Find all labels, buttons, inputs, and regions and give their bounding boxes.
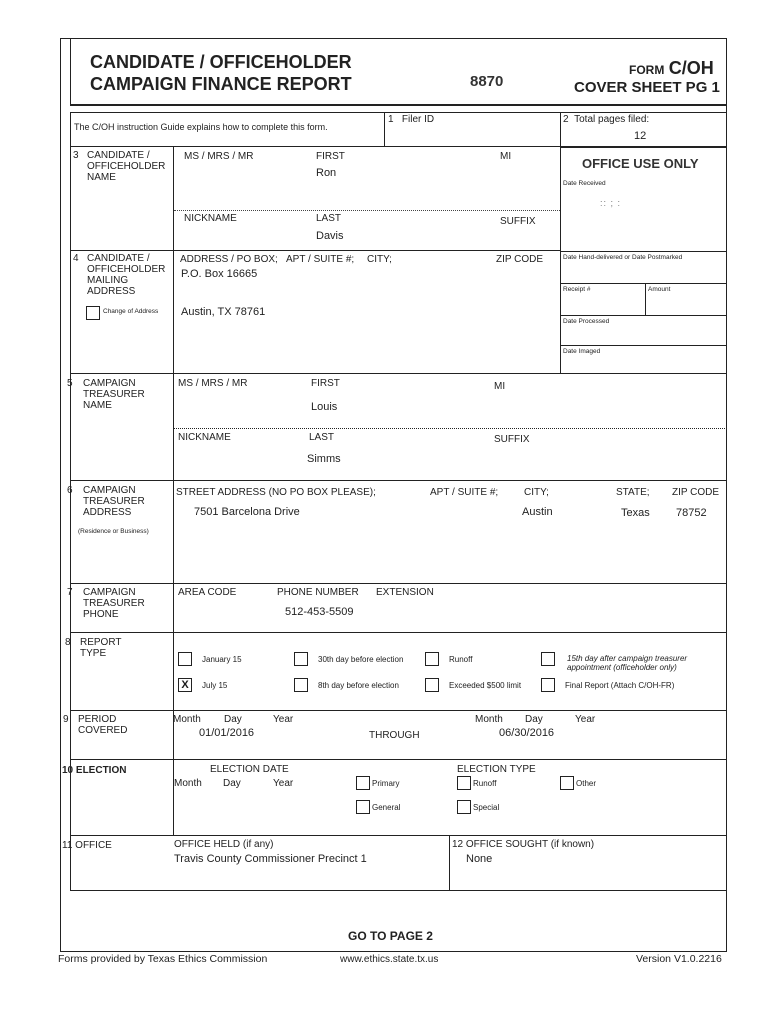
section5-prefix-label: MS / MRS / MR <box>178 378 248 389</box>
section6-street-label: STREET ADDRESS (NO PO BOX PLEASE); <box>176 487 376 498</box>
section3-prefix-label: MS / MRS / MR <box>184 151 254 162</box>
section5-label: CAMPAIGN TREASURER NAME <box>83 378 145 411</box>
period-from-day-label: Day <box>224 714 242 725</box>
section4-label: CANDIDATE / OFFICEHOLDER MAILING ADDRESS <box>87 253 166 297</box>
period-from-year-label: Year <box>273 714 294 725</box>
section4-number: 4 <box>73 253 79 264</box>
report-type-runoff-checkbox[interactable] <box>425 652 439 666</box>
treasurer-zip[interactable]: 78752 <box>676 507 707 519</box>
election-type-other-label: Other <box>576 779 597 788</box>
election-type-general-label: General <box>372 803 401 812</box>
section10-label: 10 ELECTION <box>62 765 127 776</box>
report-type-8th-day-label: 8th day before election <box>318 681 399 690</box>
section7-ext-label: EXTENSION <box>376 587 434 598</box>
mailing-address-line2[interactable]: Austin, TX 78761 <box>181 306 266 318</box>
period-to-date[interactable]: 06/30/2016 <box>499 727 555 739</box>
change-of-address-checkbox[interactable] <box>86 306 100 320</box>
date-received-label: Date Received <box>563 180 606 187</box>
office-held-label: OFFICE HELD (if any) <box>174 839 274 850</box>
section5-number: 5 <box>67 378 73 389</box>
section8-number: 8 <box>65 637 71 648</box>
total-pages-value[interactable]: 12 <box>634 130 647 142</box>
section11-label: 11 OFFICE <box>62 840 112 851</box>
candidate-first-name[interactable]: Ron <box>316 167 337 179</box>
election-type-runoff-label: Runoff <box>473 779 497 788</box>
section6-sub-label: (Residence or Business) <box>78 528 149 535</box>
office-use-title: OFFICE USE ONLY <box>582 156 699 171</box>
section3-suffix-label: SUFFIX <box>500 216 536 227</box>
election-type-special-label: Special <box>473 803 500 812</box>
report-type-runoff-label: Runoff <box>449 655 473 664</box>
report-type-30th-day-checkbox[interactable] <box>294 652 308 666</box>
section6-label: CAMPAIGN TREASURER ADDRESS <box>83 485 145 518</box>
election-date-label: ELECTION DATE <box>210 764 289 775</box>
election-day-label: Day <box>223 778 241 789</box>
report-type-january-15-label: January 15 <box>202 655 242 664</box>
report-type-30th-day-label: 30th day before election <box>318 655 404 664</box>
report-type-final-checkbox[interactable] <box>541 678 555 692</box>
period-to-day-label: Day <box>525 714 543 725</box>
section7-phone-label: PHONE NUMBER <box>277 587 359 598</box>
election-year-label: Year <box>273 778 294 789</box>
report-type-july-15-label: July 15 <box>202 681 228 690</box>
election-type-general-checkbox[interactable] <box>356 800 370 814</box>
period-from-date[interactable]: 01/01/2016 <box>199 727 255 739</box>
section7-area-label: AREA CODE <box>178 587 237 598</box>
section9-label: PERIOD COVERED <box>78 714 128 736</box>
filer-id-field[interactable] <box>394 126 554 142</box>
go-to-page-2: GO TO PAGE 2 <box>348 929 433 943</box>
date-imaged-label: Date Imaged <box>563 348 601 355</box>
section3-mi-label: MI <box>500 151 512 162</box>
receipt-label: Receipt # <box>563 286 591 293</box>
candidate-last-name[interactable]: Davis <box>316 230 344 242</box>
office-held-value[interactable]: Travis County Commissioner Precinct 1 <box>174 853 367 865</box>
report-type-july-15-checkbox[interactable]: X <box>178 678 192 692</box>
treasurer-last-name[interactable]: Simms <box>307 453 341 465</box>
election-month-label: Month <box>174 778 202 789</box>
section5-first-label: FIRST <box>311 378 340 389</box>
change-of-address-label: Change of Address <box>103 308 159 315</box>
report-type-final-label: Final Report (Attach C/OH-FR) <box>565 681 675 690</box>
document-number: 8870 <box>470 73 504 90</box>
section7-label: CAMPAIGN TREASURER PHONE <box>83 587 145 620</box>
date-processed-label: Date Processed <box>563 318 610 325</box>
section9-number: 9 <box>63 714 69 725</box>
election-type-runoff-checkbox[interactable] <box>457 776 471 790</box>
treasurer-state[interactable]: Texas <box>621 507 650 519</box>
section4-city-label: CITY; <box>367 254 392 265</box>
amount-label: Amount <box>648 286 671 293</box>
section5-nickname-label: NICKNAME <box>178 432 231 443</box>
section7-number: 7 <box>67 587 73 598</box>
form-code-value: C/OH <box>668 58 714 78</box>
treasurer-city[interactable]: Austin <box>522 506 553 518</box>
office-sought-label: 12 OFFICE SOUGHT (if known) <box>452 839 595 850</box>
instructions-text: The C/OH instruction Guide explains how to complete this form. <box>74 122 328 132</box>
report-type-15th-day-label: 15th day after campaign treasurer appointment (officeholder only) <box>567 654 688 672</box>
election-type-primary-checkbox[interactable] <box>356 776 370 790</box>
period-to-year-label: Year <box>575 714 596 725</box>
received-stamp: :: ; : <box>600 198 622 208</box>
treasurer-phone[interactable]: 512-453-5509 <box>285 606 354 618</box>
section4-address-label: ADDRESS / PO BOX; <box>180 254 278 265</box>
section5-mi-label: MI <box>494 381 506 392</box>
filer-id-label: 1 Filer ID <box>388 114 435 125</box>
report-type-exceeded-label: Exceeded $500 limit <box>449 681 522 690</box>
section4-zip-label: ZIP CODE <box>496 254 544 265</box>
form-title-line1: CANDIDATE / OFFICEHOLDER <box>90 52 352 72</box>
period-to-month-label: Month <box>475 714 503 725</box>
section3-first-label: FIRST <box>316 151 345 162</box>
office-sought-value[interactable]: None <box>466 853 493 865</box>
footer-provider: Forms provided by Texas Ethics Commission <box>58 953 268 965</box>
section3-last-label: LAST <box>316 213 342 224</box>
section3-number: 3 <box>73 150 79 161</box>
report-type-january-15-checkbox[interactable] <box>178 652 192 666</box>
section8-label: REPORT TYPE <box>80 637 122 659</box>
election-type-label: ELECTION TYPE <box>457 764 536 775</box>
section4-apt-label: APT / SUITE #; <box>286 254 355 265</box>
cover-sheet-label: COVER SHEET PG 1 <box>574 79 720 96</box>
section3-label: CANDIDATE / OFFICEHOLDER NAME <box>87 150 166 183</box>
section6-city-label: CITY; <box>524 487 549 498</box>
form-title-line2: CAMPAIGN FINANCE REPORT <box>90 74 352 94</box>
section3-nickname-label: NICKNAME <box>184 213 237 224</box>
form-label: FORM <box>629 63 665 77</box>
election-type-primary-label: Primary <box>372 779 400 788</box>
mailing-address-line1[interactable]: P.O. Box 16665 <box>181 268 258 280</box>
treasurer-first-name[interactable]: Louis <box>311 401 338 413</box>
section6-zip-label: ZIP CODE <box>672 487 720 498</box>
section6-number: 6 <box>67 485 73 496</box>
period-through-label: THROUGH <box>369 730 420 741</box>
date-hand-delivered-label: Date Hand-delivered or Date Postmarked <box>563 254 683 261</box>
treasurer-street[interactable]: 7501 Barcelona Drive <box>194 506 300 518</box>
period-from-month-label: Month <box>173 714 201 725</box>
section5-last-label: LAST <box>309 432 335 443</box>
total-pages-label: 2 Total pages filed: <box>563 114 650 125</box>
report-type-8th-day-checkbox[interactable] <box>294 678 308 692</box>
election-type-special-checkbox[interactable] <box>457 800 471 814</box>
election-type-other-checkbox[interactable] <box>560 776 574 790</box>
report-type-exceeded-checkbox[interactable] <box>425 678 439 692</box>
section6-state-label: STATE; <box>616 487 650 498</box>
section6-apt-label: APT / SUITE #; <box>430 487 499 498</box>
footer-website: www.ethics.state.tx.us <box>340 954 439 965</box>
report-type-15th-day-checkbox[interactable] <box>541 652 555 666</box>
footer-version: Version V1.0.2216 <box>636 953 722 965</box>
section5-suffix-label: SUFFIX <box>494 434 530 445</box>
